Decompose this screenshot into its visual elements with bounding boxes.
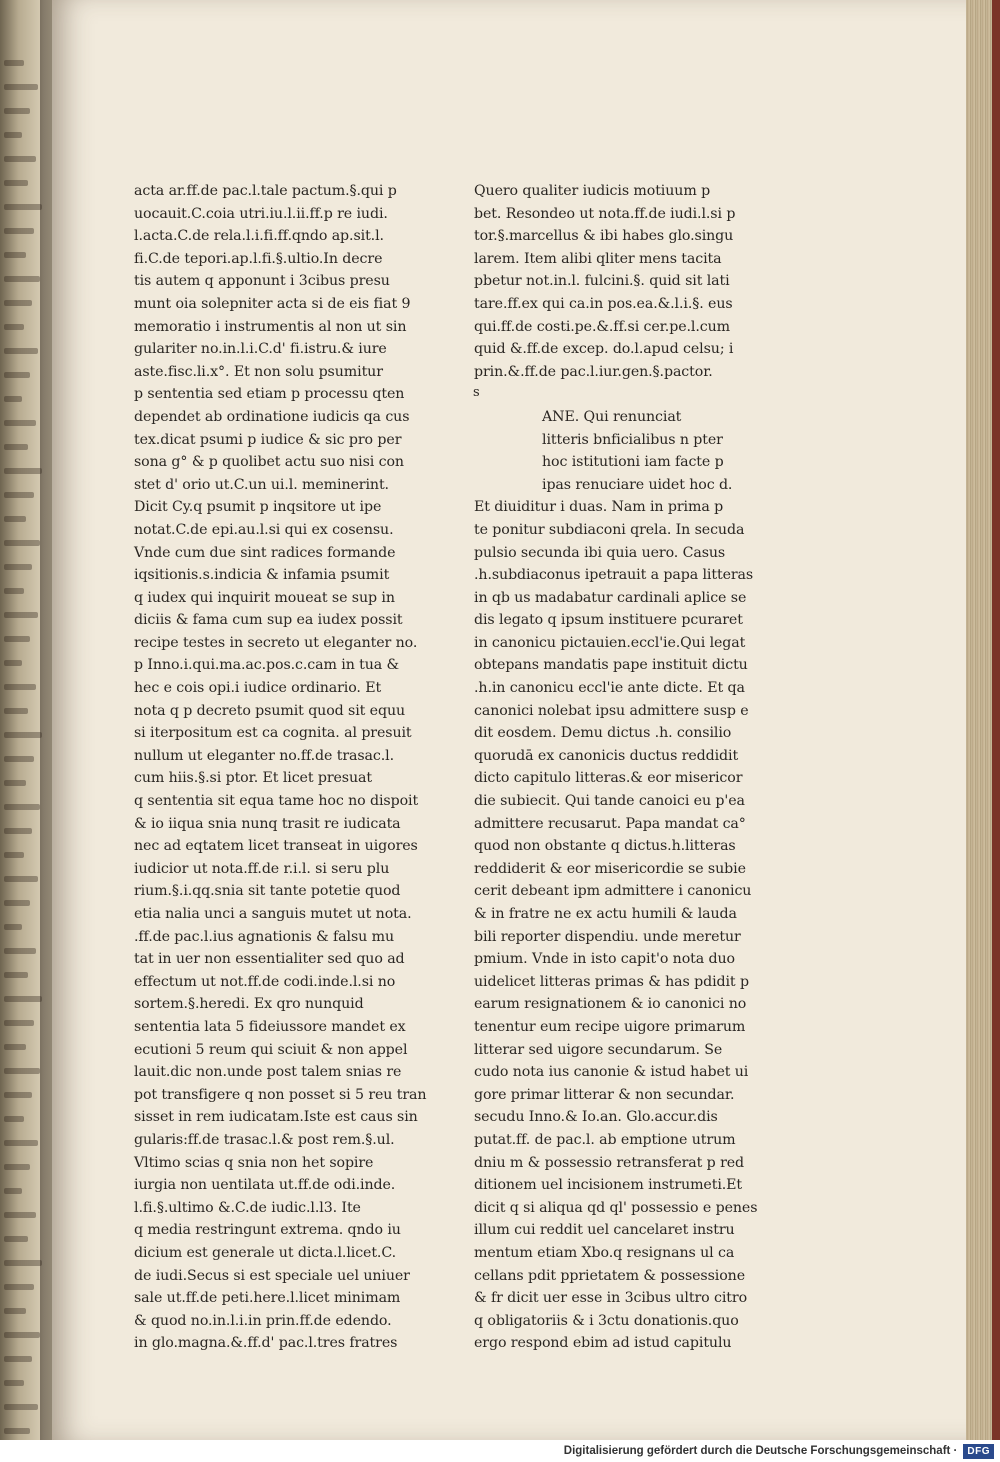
text-line: munt oia solepniter acta si de eis fiat 9 <box>134 295 411 312</box>
text-line: te ponitur subdiaconi qrela. In secuda <box>474 521 745 538</box>
text-line: q sententia sit equa tame hoc no dispoit <box>134 793 419 810</box>
text-line: de iudi.Secus si est speciale uel uniuer <box>134 1267 410 1284</box>
right-column-top-paragraph <box>474 180 744 383</box>
text-line: litterar sed uigore secundarum. Se <box>474 1041 723 1058</box>
text-column-left <box>134 180 427 1355</box>
adjacent-page-text-fragment <box>4 1212 36 1218</box>
adjacent-page-text-fragment <box>4 156 36 162</box>
text-line: tat in uer non essentialiter sed quo ad <box>134 951 405 968</box>
text-line: ditionem uel incisionem instrumeti.Et <box>474 1177 743 1194</box>
adjacent-page-text-fragment <box>4 228 34 234</box>
text-line: nec ad eqtatem licet transeat in uigores <box>134 838 418 855</box>
adjacent-page-text-fragment <box>4 924 22 930</box>
text-line: Quero qualiter iudicis motiuum p <box>474 183 711 199</box>
text-line: litteris bnficialibus n pter <box>542 431 723 448</box>
text-line: uidelicet litteras primas & has pdidit p <box>474 973 749 990</box>
text-line: tex.dicat psumi p iudice & sic pro per <box>134 431 402 448</box>
text-line: sententia lata 5 fideiussore mandet ex <box>134 1018 406 1035</box>
adjacent-page-text-fragment <box>4 396 22 402</box>
text-line: q iudex qui inquirit moueat se sup in <box>134 589 395 606</box>
text-line: Et diuiditur i duas. Nam in prima p <box>474 499 724 516</box>
chapter-heading-block <box>474 406 744 496</box>
text-line: qui.ff.de costi.pe.&.ff.si cer.pe.l.cum <box>474 318 730 335</box>
adjacent-page-text-fragment <box>4 876 38 882</box>
adjacent-page-text-fragment <box>4 852 24 858</box>
text-line: uocauit.C.coia utri.iu.l.ii.ff.p re iudi. <box>134 205 388 222</box>
text-line: dis legato q ipsum instituere pcuraret <box>474 612 743 629</box>
text-line: in glo.magna.&.ff.d' pac.l.tres fratres <box>134 1335 398 1352</box>
adjacent-page-text-fragment <box>4 420 36 426</box>
text-line: earum resignationem & io canonici no <box>474 996 747 1013</box>
text-line: mentum etiam Xbo.q resignans ul ca <box>474 1244 735 1261</box>
text-line: quod non obstante q dictus.h.litteras <box>474 838 736 855</box>
text-line: notat.C.de epi.au.l.si qui ex cosensu. <box>134 521 394 538</box>
adjacent-page-text-fragment <box>4 1020 34 1026</box>
adjacent-page-text-fragment <box>4 348 38 354</box>
adjacent-page-text-fragment <box>4 540 40 546</box>
text-line: gulariter no.in.l.i.C.d' fi.istru.& iure <box>134 341 387 358</box>
adjacent-page-text-fragment <box>4 612 38 618</box>
adjacent-page-text-fragment <box>4 108 30 114</box>
text-line: etia nalia unci a sanguis mutet ut nota. <box>134 906 412 922</box>
adjacent-page-text-fragment <box>4 444 28 450</box>
adjacent-page-text-fragment <box>4 1308 26 1314</box>
adjacent-page-text-fragment <box>4 708 28 714</box>
text-line: Dicit Cy.q psumit p inqsitore ut ipe <box>134 499 382 516</box>
text-line: dicium est generale ut dicta.l.licet.C. <box>134 1244 397 1261</box>
text-line: dniu m & possessio retransferat p red <box>474 1154 745 1171</box>
text-line: recipe testes in secreto ut eleganter no. <box>134 634 418 651</box>
text-line: canonici nolebat ipsu admittere susp e <box>474 702 749 719</box>
adjacent-page-text-fragment <box>4 204 42 210</box>
text-line: illum cui reddit uel cancelaret instru <box>474 1222 735 1239</box>
text-line: .ff.de pac.l.ius agnationis & falsu mu <box>134 928 394 945</box>
text-column-right <box>474 180 758 1355</box>
text-line: l.acta.C.de rela.l.i.fi.ff.qndo ap.sit.l. <box>134 228 384 245</box>
text-line: iqsitionis.s.indicia & infamia psumit <box>134 567 390 584</box>
text-line: iurgia non uentilata ut.ff.de odi.inde. <box>134 1177 396 1194</box>
text-line: q media restringunt extrema. qndo iu <box>134 1222 401 1239</box>
text-line: effectum ut not.ff.de codi.inde.l.si no <box>134 973 396 990</box>
text-line: sale ut.ff.de peti.here.l.licet minimam <box>134 1290 401 1307</box>
text-line: sona g° & p quolibet actu suo nisi con <box>134 454 404 471</box>
adjacent-page-text-fragment <box>4 996 42 1002</box>
adjacent-page-text-fragment <box>4 132 22 138</box>
text-line: dit eosdem. Demu dictus .h. consilio <box>474 725 732 742</box>
text-line: & io iiqua snia nunq trasit re iudicata <box>134 815 401 832</box>
text-line: .h.subdiaconus ipetrauit a papa litteras <box>474 567 754 584</box>
text-line: tenentur eum recipe uigore primarum <box>474 1018 746 1035</box>
adjacent-page-text-fragment <box>4 180 28 186</box>
adjacent-page-text-fragment <box>4 468 42 474</box>
text-line: bili reporter dispendiu. unde meretur <box>474 928 741 945</box>
text-line: pulsio secunda ibi quia uero. Casus <box>474 544 726 561</box>
right-column-body <box>474 496 758 1355</box>
text-line: obtepans mandatis pape instituit dictu <box>474 657 748 674</box>
adjacent-page-text-fragment <box>4 948 36 954</box>
text-line: admittere recusarut. Papa mandat ca° <box>474 815 746 832</box>
adjacent-page-text-fragment <box>4 1044 26 1050</box>
adjacent-page-text-fragment <box>4 780 26 786</box>
text-line: pot transfigere q non posset si 5 reu tran <box>134 1086 427 1103</box>
adjacent-page-text-fragment <box>4 684 36 690</box>
adjacent-page-text-fragment <box>4 1428 30 1434</box>
adjacent-page-text-fragment <box>4 1140 38 1146</box>
adjacent-page-text-fragment <box>4 1260 42 1266</box>
text-line: hoc istitutioni iam facte p <box>542 454 724 471</box>
text-line: quorudā ex canonicis ductus reddidit <box>474 747 739 764</box>
adjacent-page-text-fragment <box>4 972 28 978</box>
adjacent-page-text-fragment <box>4 1332 40 1338</box>
text-line: l.fi.§.ultimo &.C.de iudic.l.l3. Ite <box>134 1199 361 1216</box>
text-line: q obligatoriis & i 3ctu donationis.quo <box>474 1312 739 1329</box>
adjacent-page-text-fragment <box>4 60 24 66</box>
text-line: secudu Inno.& Io.an. Glo.accur.dis <box>474 1109 718 1126</box>
adjacent-page-text-fragment <box>4 1188 22 1194</box>
text-line: ergo respond ebim ad istud capitulu <box>474 1335 732 1352</box>
text-line: nota q p decreto psumit quod sit equu <box>134 702 406 719</box>
adjacent-page-text-fragment <box>4 372 30 378</box>
text-line: gore primar litterar & non secundar. <box>474 1086 735 1103</box>
adjacent-page-text-fragment <box>4 564 32 570</box>
adjacent-page-text-fragment <box>4 492 34 498</box>
text-line: dicto capitulo litteras.& eor misericor <box>474 770 743 787</box>
adjacent-page-text-fragment <box>4 1068 40 1074</box>
adjacent-page-text-fragment <box>4 804 40 810</box>
text-line: gularis:ff.de trasac.l.& post rem.§.ul. <box>134 1131 395 1148</box>
text-line: .h.in canonicu eccl'ie ante dicte. Et qa <box>474 680 745 697</box>
text-line: cudo nota ius canonie & istud habet ui <box>474 1064 749 1081</box>
adjacent-page-text-fragment <box>4 1236 28 1242</box>
text-line: in qb us madabatur cardinali aplice se <box>474 589 747 606</box>
text-line: larem. Item alibi qliter mens tacita <box>474 250 722 267</box>
text-line: pbetur not.in.l. fulcini.§. quid sit lati <box>474 273 730 290</box>
text-line: Vltimo scias q snia non het sopire <box>134 1154 374 1171</box>
text-line: si iterpositum est ca cognita. al presuit <box>134 725 412 742</box>
adjacent-page-text-fragment <box>4 732 42 738</box>
adjacent-page-text-fragment <box>4 84 38 90</box>
adjacent-page-text-fragment <box>4 516 26 522</box>
text-line: aste.fisc.li.x°. Et non solu psumitur <box>134 363 383 380</box>
adjacent-page-text-fragment <box>4 1356 32 1362</box>
text-line: stet d' orio ut.C.un ui.l. meminerint. <box>134 476 389 493</box>
text-line: tor.§.marcellus & ibi habes glo.singu <box>474 228 734 245</box>
text-line: & in fratre ne ex actu humili & lauda <box>474 906 737 922</box>
margin-mark: s <box>473 385 480 400</box>
text-line: & quod no.in.l.i.in prin.ff.de edendo. <box>134 1312 392 1329</box>
text-line: p sententia sed etiam p processu qten <box>134 386 405 403</box>
text-line: tare.ff.ex qui ca.in pos.ea.&.l.i.§. eus <box>474 295 733 312</box>
text-line: diciis & fama cum sup ea iudex possit <box>134 612 403 629</box>
adjacent-page-text-fragment <box>4 1380 24 1386</box>
text-line: tis autem q apponunt i 3cibus presu <box>134 273 390 290</box>
text-line: nullum ut eleganter no.ff.de trasac.l. <box>134 747 395 764</box>
text-line: die subiecit. Qui tande canoici eu p'ea <box>474 793 745 810</box>
text-line: p Inno.i.qui.ma.ac.pos.c.cam in tua & <box>134 657 400 674</box>
text-line: memoratio i instrumentis al non ut sin <box>134 318 407 335</box>
adjacent-page-text-fragment <box>4 636 30 642</box>
blank-line <box>474 383 744 406</box>
text-line: cerit debeant ipm admittere i canonicu <box>474 883 752 900</box>
adjacent-page-text-fragment <box>4 1116 24 1122</box>
text-line: ANE. Qui renunciat <box>542 408 682 425</box>
text-line: lauit.dic non.unde post talem snias re <box>134 1064 402 1081</box>
text-line: pmium. Vnde in isto capit'o nota duo <box>474 951 735 968</box>
adjacent-page-text-fragment <box>4 756 34 762</box>
adjacent-page-text-fragment <box>4 1284 34 1290</box>
adjacent-page-text-fragment <box>4 324 24 330</box>
footer-credit: Digitalisierung gefördert durch die Deutsche Forschungsgemeinschaft · <box>563 1445 958 1457</box>
text-line: prin.&.ff.de pac.l.iur.gen.§.pactor. <box>474 363 713 380</box>
adjacent-page-text-fragment <box>4 828 32 834</box>
text-line: reddiderit & eor misericordie se subie <box>474 860 746 877</box>
adjacent-page-text-fragment <box>4 1164 30 1170</box>
adjacent-page-text-fragment <box>4 276 40 282</box>
adjacent-page-text-fragment <box>4 1404 38 1410</box>
text-line: cellans pdit pprietatem & possessione <box>474 1267 746 1284</box>
adjacent-page-text-fragment <box>4 660 22 666</box>
text-line: cum hiis.§.si ptor. Et licet presuat <box>134 770 372 787</box>
text-line: acta ar.ff.de pac.l.tale pactum.§.qui p <box>134 183 397 199</box>
page-fore-edge <box>966 0 1000 1440</box>
adjacent-page-text-fragment <box>4 588 24 594</box>
text-line: iudicior ut nota.ff.de r.i.l. si seru plu <box>134 860 390 877</box>
text-line: bet. Resondeo ut nota.ff.de iudi.l.si p <box>474 205 736 222</box>
text-line: rium.§.i.qq.snia sit tante potetie quod <box>134 883 401 900</box>
text-line: in canonicu pictauien.eccl'ie.Qui legat <box>474 634 746 651</box>
text-line: Vnde cum due sint radices formande <box>134 544 396 561</box>
text-line: sisset in rem iudicatam.Iste est caus sin <box>134 1109 418 1126</box>
text-line: & fr dicit uer esse in 3cibus ultro citro <box>474 1290 748 1307</box>
adjacent-page-text-fragment <box>4 300 32 306</box>
text-line: hec e cois opi.i iudice ordinario. Et <box>134 680 382 697</box>
adjacent-page-text-fragment <box>4 252 26 258</box>
text-line: sortem.§.heredi. Ex qro nunquid <box>134 996 364 1013</box>
adjacent-page-text-fragment <box>4 900 30 906</box>
text-line: putat.ff. de pac.l. ab emptione utrum <box>474 1131 736 1148</box>
footer-bar <box>0 1440 1000 1462</box>
text-line: ipas renuciare uidet hoc d. <box>542 476 733 493</box>
text-line: quid &.ff.de excep. do.l.apud celsu; i <box>474 341 734 358</box>
text-line: ecutioni 5 reum qui sciuit & non appel <box>134 1041 408 1058</box>
dfg-logo: DFG <box>963 1444 994 1459</box>
text-line: fi.C.de tepori.ap.l.fi.§.ultio.In decre <box>134 250 383 267</box>
text-line: dicit q si aliqua qd ql' possessio e penes <box>474 1199 758 1216</box>
text-line: dependet ab ordinatione iudicis qa cus <box>134 408 410 425</box>
adjacent-page-text-fragment <box>4 1092 32 1098</box>
